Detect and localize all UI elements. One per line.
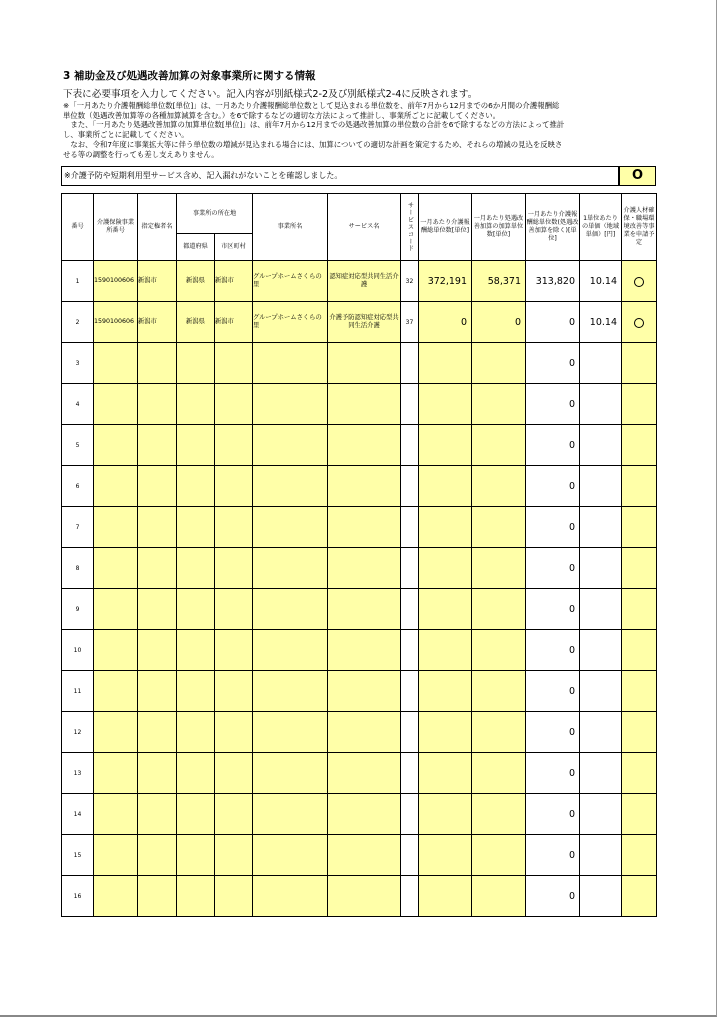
cell-units-excl[interactable]: 0 bbox=[526, 507, 580, 548]
table-row bbox=[62, 835, 657, 876]
cell-service-name[interactable] bbox=[328, 794, 401, 835]
cell-prefecture[interactable] bbox=[177, 671, 215, 712]
cell-city[interactable] bbox=[215, 794, 253, 835]
cell-unit-price[interactable] bbox=[580, 835, 622, 876]
table-row bbox=[62, 261, 657, 302]
cell-improvement-units[interactable] bbox=[472, 589, 526, 630]
cell-office-name[interactable] bbox=[253, 425, 328, 466]
cell-city[interactable] bbox=[215, 712, 253, 753]
cell-units-excl[interactable]: 0 bbox=[526, 589, 580, 630]
cell-service-name[interactable] bbox=[328, 589, 401, 630]
cell-office-name[interactable]: グループホームさくらの里 bbox=[253, 261, 328, 302]
cell-office-no[interactable] bbox=[94, 589, 138, 630]
note-line: なお、令和7年度に事業拡大等に伴う単位数の増減が見込まれる場合には、加算についての適切な計画を策定するため、それらの増減の見込を反映さ bbox=[63, 139, 563, 149]
cell-service-code[interactable] bbox=[401, 384, 419, 425]
cell-no: 1 bbox=[62, 261, 94, 302]
cell-prefecture[interactable] bbox=[177, 425, 215, 466]
cell-no: 10 bbox=[62, 630, 94, 671]
table-row bbox=[62, 425, 657, 466]
cell-designator[interactable] bbox=[138, 671, 177, 712]
cell-improvement-units[interactable]: 0 bbox=[472, 302, 526, 343]
cell-units-excl[interactable]: 0 bbox=[526, 384, 580, 425]
cell-unit-price[interactable] bbox=[580, 343, 622, 384]
header-number: 番号 bbox=[62, 194, 94, 261]
cell-city[interactable] bbox=[215, 507, 253, 548]
cell-city[interactable] bbox=[215, 753, 253, 794]
cell-designator[interactable] bbox=[138, 548, 177, 589]
cell-unit-price[interactable] bbox=[580, 589, 622, 630]
cell-improvement-units[interactable] bbox=[472, 630, 526, 671]
cell-apply[interactable] bbox=[622, 302, 657, 343]
cell-service-name[interactable] bbox=[328, 507, 401, 548]
cell-office-no[interactable] bbox=[94, 753, 138, 794]
cell-apply[interactable] bbox=[622, 671, 657, 712]
cell-service-code[interactable] bbox=[401, 466, 419, 507]
cell-units-excl[interactable]: 0 bbox=[526, 753, 580, 794]
cell-office-no[interactable] bbox=[94, 835, 138, 876]
cell-improvement-units[interactable] bbox=[472, 712, 526, 753]
cell-total-units[interactable] bbox=[419, 794, 472, 835]
cell-units-excl[interactable]: 0 bbox=[526, 794, 580, 835]
cell-prefecture[interactable] bbox=[177, 384, 215, 425]
cell-units-excl[interactable]: 0 bbox=[526, 712, 580, 753]
cell-prefecture[interactable] bbox=[177, 343, 215, 384]
cell-city[interactable]: 新潟市 bbox=[215, 302, 253, 343]
cell-city[interactable] bbox=[215, 835, 253, 876]
cell-apply[interactable] bbox=[622, 589, 657, 630]
cell-office-name[interactable] bbox=[253, 876, 328, 917]
table-row bbox=[62, 794, 657, 835]
table-row bbox=[62, 589, 657, 630]
cell-unit-price[interactable] bbox=[580, 794, 622, 835]
cell-office-name[interactable] bbox=[253, 835, 328, 876]
header-service-code bbox=[401, 194, 419, 261]
cell-service-name[interactable]: 認知症対応型共同生活介護 bbox=[328, 261, 401, 302]
cell-total-units[interactable] bbox=[419, 712, 472, 753]
cell-service-name[interactable] bbox=[328, 835, 401, 876]
cell-apply[interactable] bbox=[622, 507, 657, 548]
cell-prefecture[interactable]: 新潟県 bbox=[177, 302, 215, 343]
cell-office-name[interactable] bbox=[253, 384, 328, 425]
header-service-code-text: サービスコード bbox=[406, 201, 414, 253]
cell-service-code[interactable] bbox=[401, 630, 419, 671]
cell-units-excl[interactable]: 0 bbox=[526, 671, 580, 712]
cell-unit-price[interactable] bbox=[580, 876, 622, 917]
confirm-statement: ※介護予防や短期利用型サービス含め、記入漏れがないことを確認しました。 bbox=[61, 166, 619, 186]
cell-designator[interactable] bbox=[138, 753, 177, 794]
office-table bbox=[61, 193, 657, 917]
cell-no: 3 bbox=[62, 343, 94, 384]
cell-total-units[interactable] bbox=[419, 876, 472, 917]
cell-designator[interactable] bbox=[138, 712, 177, 753]
cell-service-code[interactable]: 32 bbox=[401, 261, 419, 302]
cell-service-code[interactable] bbox=[401, 507, 419, 548]
cell-total-units[interactable]: 372,191 bbox=[419, 261, 472, 302]
table-row bbox=[62, 466, 657, 507]
cell-no: 8 bbox=[62, 548, 94, 589]
cell-designator[interactable] bbox=[138, 466, 177, 507]
cell-total-units[interactable] bbox=[419, 630, 472, 671]
cell-unit-price[interactable]: 10.14 bbox=[580, 261, 622, 302]
header-apply: 介護人材確保・職場環境改善等事業を申請予定 bbox=[622, 194, 657, 261]
cell-no: 2 bbox=[62, 302, 94, 343]
cell-service-code[interactable] bbox=[401, 876, 419, 917]
cell-prefecture[interactable] bbox=[177, 466, 215, 507]
cell-total-units[interactable] bbox=[419, 425, 472, 466]
cell-designator[interactable] bbox=[138, 794, 177, 835]
cell-service-code[interactable] bbox=[401, 712, 419, 753]
cell-improvement-units[interactable] bbox=[472, 876, 526, 917]
table-row bbox=[62, 507, 657, 548]
note-line: ※「一月あたり介護報酬総単位数[単位]」は、一月あたり介護報酬総単位数として見込まれる単位数を、前年7月から12月までの6か月間の介護報酬総 bbox=[63, 101, 560, 110]
notes-block bbox=[63, 101, 663, 159]
header-improvement-units: 一月あたり処遇改善加算の加算単位数[単位] bbox=[472, 194, 526, 261]
cell-unit-price[interactable] bbox=[580, 425, 622, 466]
cell-office-name[interactable] bbox=[253, 466, 328, 507]
cell-improvement-units[interactable] bbox=[472, 671, 526, 712]
cell-total-units[interactable] bbox=[419, 548, 472, 589]
cell-improvement-units[interactable] bbox=[472, 507, 526, 548]
cell-improvement-units[interactable] bbox=[472, 548, 526, 589]
cell-total-units[interactable] bbox=[419, 753, 472, 794]
table-row bbox=[62, 712, 657, 753]
cell-office-no[interactable] bbox=[94, 466, 138, 507]
cell-unit-price[interactable] bbox=[580, 466, 622, 507]
cell-prefecture[interactable] bbox=[177, 794, 215, 835]
note-line: し、事業所ごとに記載してください。 bbox=[63, 130, 189, 140]
cell-service-code[interactable] bbox=[401, 589, 419, 630]
header-unit-price: 1単位あたりの単価（地域単価）[円] bbox=[580, 194, 622, 261]
cell-units-excl[interactable]: 0 bbox=[526, 425, 580, 466]
cell-units-excl[interactable]: 313,820 bbox=[526, 261, 580, 302]
cell-designator[interactable] bbox=[138, 425, 177, 466]
cell-unit-price[interactable] bbox=[580, 712, 622, 753]
section-title: 3 補助金及び処遇改善加算の対象事業所に関する情報 bbox=[63, 70, 316, 82]
cell-city[interactable] bbox=[215, 876, 253, 917]
cell-designator[interactable] bbox=[138, 876, 177, 917]
cell-total-units[interactable]: 0 bbox=[419, 302, 472, 343]
cell-units-excl[interactable]: 0 bbox=[526, 548, 580, 589]
cell-office-name[interactable] bbox=[253, 507, 328, 548]
cell-total-units[interactable] bbox=[419, 466, 472, 507]
table-row bbox=[62, 343, 657, 384]
note-line: 単位数（処遇改善加算等の各種加算減算を含む。）を6で除するなどの適切な方法によって推計し、事業所ごとに記載してください。 bbox=[63, 110, 501, 120]
cell-designator[interactable]: 新潟市 bbox=[138, 261, 177, 302]
cell-unit-price[interactable] bbox=[580, 548, 622, 589]
instruction-text: 下表に必要事項を入力してください。記入内容が別紙様式2-2及び別紙様式2-4に反映されます。 bbox=[63, 89, 478, 100]
cell-service-code[interactable] bbox=[401, 753, 419, 794]
cell-service-code[interactable]: 37 bbox=[401, 302, 419, 343]
cell-office-no[interactable] bbox=[94, 548, 138, 589]
cell-apply[interactable] bbox=[622, 384, 657, 425]
cell-no: 15 bbox=[62, 835, 94, 876]
cell-total-units[interactable] bbox=[419, 589, 472, 630]
table-row bbox=[62, 753, 657, 794]
cell-units-excl[interactable]: 0 bbox=[526, 835, 580, 876]
cell-designator[interactable] bbox=[138, 384, 177, 425]
cell-apply[interactable] bbox=[622, 630, 657, 671]
cell-prefecture[interactable] bbox=[177, 548, 215, 589]
cell-improvement-units[interactable] bbox=[472, 466, 526, 507]
table-row bbox=[62, 671, 657, 712]
cell-designator[interactable] bbox=[138, 343, 177, 384]
cell-office-name[interactable] bbox=[253, 548, 328, 589]
cell-service-name[interactable] bbox=[328, 425, 401, 466]
cell-city[interactable] bbox=[215, 589, 253, 630]
cell-office-no[interactable] bbox=[94, 794, 138, 835]
note-line: また、「一月あたり処遇改善加算の加算単位数[単位]」は、前年7月から12月までの処遇改善加算の単位数の合計を6で除するなどの方法によって推計 bbox=[63, 120, 565, 130]
cell-units-excl[interactable]: 0 bbox=[526, 466, 580, 507]
header-prefecture: 都道府県 bbox=[177, 234, 215, 261]
cell-office-name[interactable] bbox=[253, 630, 328, 671]
cell-office-name[interactable] bbox=[253, 753, 328, 794]
cell-apply[interactable] bbox=[622, 753, 657, 794]
cell-no: 12 bbox=[62, 712, 94, 753]
cell-apply[interactable] bbox=[622, 466, 657, 507]
cell-apply[interactable] bbox=[622, 343, 657, 384]
cell-city[interactable] bbox=[215, 343, 253, 384]
cell-designator[interactable]: 新潟市 bbox=[138, 302, 177, 343]
table-row bbox=[62, 302, 657, 343]
cell-city[interactable] bbox=[215, 425, 253, 466]
cell-units-excl[interactable]: 0 bbox=[526, 302, 580, 343]
cell-office-no[interactable] bbox=[94, 425, 138, 466]
cell-city[interactable]: 新潟市 bbox=[215, 261, 253, 302]
cell-prefecture[interactable]: 新潟県 bbox=[177, 261, 215, 302]
cell-office-no[interactable] bbox=[94, 384, 138, 425]
cell-office-name[interactable] bbox=[253, 343, 328, 384]
cell-office-name[interactable] bbox=[253, 794, 328, 835]
cell-service-code[interactable] bbox=[401, 425, 419, 466]
cell-office-no[interactable] bbox=[94, 507, 138, 548]
cell-service-name[interactable] bbox=[328, 876, 401, 917]
cell-prefecture[interactable] bbox=[177, 589, 215, 630]
cell-prefecture[interactable] bbox=[177, 712, 215, 753]
header-office-no: 介護保険事業所番号 bbox=[94, 194, 138, 261]
cell-no: 7 bbox=[62, 507, 94, 548]
cell-total-units[interactable] bbox=[419, 384, 472, 425]
cell-service-name[interactable] bbox=[328, 671, 401, 712]
cell-service-code[interactable] bbox=[401, 343, 419, 384]
cell-designator[interactable] bbox=[138, 630, 177, 671]
cell-no: 5 bbox=[62, 425, 94, 466]
cell-improvement-units[interactable] bbox=[472, 835, 526, 876]
cell-office-no[interactable] bbox=[94, 712, 138, 753]
cell-apply[interactable] bbox=[622, 548, 657, 589]
cell-service-code[interactable] bbox=[401, 548, 419, 589]
cell-service-name[interactable] bbox=[328, 712, 401, 753]
cell-city[interactable] bbox=[215, 548, 253, 589]
cell-unit-price[interactable] bbox=[580, 507, 622, 548]
cell-office-no[interactable] bbox=[94, 671, 138, 712]
cell-no: 4 bbox=[62, 384, 94, 425]
header-city: 市区町村 bbox=[215, 234, 253, 261]
cell-service-name[interactable] bbox=[328, 384, 401, 425]
cell-improvement-units[interactable] bbox=[472, 343, 526, 384]
cell-units-excl[interactable]: 0 bbox=[526, 630, 580, 671]
cell-unit-price[interactable] bbox=[580, 753, 622, 794]
circle-mark-icon bbox=[634, 318, 644, 328]
cell-apply[interactable] bbox=[622, 425, 657, 466]
cell-no: 6 bbox=[62, 466, 94, 507]
cell-office-name[interactable] bbox=[253, 589, 328, 630]
cell-office-no[interactable]: 1590100606 bbox=[94, 302, 138, 343]
header-office-name: 事業所名 bbox=[253, 194, 328, 261]
cell-improvement-units[interactable]: 58,371 bbox=[472, 261, 526, 302]
header-location: 事業所の所在地 bbox=[177, 194, 253, 234]
cell-office-name[interactable] bbox=[253, 712, 328, 753]
cell-office-no[interactable]: 1590100606 bbox=[94, 261, 138, 302]
cell-apply[interactable] bbox=[622, 835, 657, 876]
cell-office-no[interactable] bbox=[94, 876, 138, 917]
cell-total-units[interactable] bbox=[419, 507, 472, 548]
cell-designator[interactable] bbox=[138, 507, 177, 548]
cell-office-name[interactable]: グループホームさくらの里 bbox=[253, 302, 328, 343]
cell-designator[interactable] bbox=[138, 835, 177, 876]
cell-prefecture[interactable] bbox=[177, 630, 215, 671]
cell-no: 13 bbox=[62, 753, 94, 794]
cell-no: 9 bbox=[62, 589, 94, 630]
table-row bbox=[62, 630, 657, 671]
cell-service-name[interactable] bbox=[328, 466, 401, 507]
confirm-checkbox[interactable]: O bbox=[619, 166, 656, 186]
cell-prefecture[interactable] bbox=[177, 507, 215, 548]
cell-service-name[interactable] bbox=[328, 548, 401, 589]
cell-no: 16 bbox=[62, 876, 94, 917]
cell-total-units[interactable] bbox=[419, 671, 472, 712]
header-service-name: サービス名 bbox=[328, 194, 401, 261]
cell-office-name[interactable] bbox=[253, 671, 328, 712]
cell-city[interactable] bbox=[215, 671, 253, 712]
cell-apply[interactable] bbox=[622, 261, 657, 302]
cell-total-units[interactable] bbox=[419, 835, 472, 876]
cell-service-name[interactable]: 介護予防認知症対応型共同生活介護 bbox=[328, 302, 401, 343]
cell-service-code[interactable] bbox=[401, 835, 419, 876]
cell-no: 14 bbox=[62, 794, 94, 835]
cell-total-units[interactable] bbox=[419, 343, 472, 384]
cell-improvement-units[interactable] bbox=[472, 425, 526, 466]
cell-city[interactable] bbox=[215, 384, 253, 425]
cell-city[interactable] bbox=[215, 630, 253, 671]
cell-unit-price[interactable] bbox=[580, 630, 622, 671]
note-line: せる等の調整を行っても差し支えありません。 bbox=[63, 149, 219, 159]
table-row bbox=[62, 876, 657, 917]
cell-apply[interactable] bbox=[622, 712, 657, 753]
cell-service-name[interactable] bbox=[328, 753, 401, 794]
cell-improvement-units[interactable] bbox=[472, 384, 526, 425]
cell-service-code[interactable] bbox=[401, 671, 419, 712]
circle-mark-icon bbox=[634, 277, 644, 287]
cell-designator[interactable] bbox=[138, 589, 177, 630]
cell-unit-price[interactable] bbox=[580, 671, 622, 712]
table-row bbox=[62, 384, 657, 425]
cell-units-excl[interactable]: 0 bbox=[526, 343, 580, 384]
cell-prefecture[interactable] bbox=[177, 835, 215, 876]
cell-office-no[interactable] bbox=[94, 343, 138, 384]
cell-improvement-units[interactable] bbox=[472, 794, 526, 835]
cell-office-no[interactable] bbox=[94, 630, 138, 671]
cell-unit-price[interactable]: 10.14 bbox=[580, 302, 622, 343]
header-total-units: 一月あたり介護報酬総単位数[単位] bbox=[419, 194, 472, 261]
cell-prefecture[interactable] bbox=[177, 753, 215, 794]
cell-city[interactable] bbox=[215, 466, 253, 507]
cell-units-excl[interactable]: 0 bbox=[526, 876, 580, 917]
cell-improvement-units[interactable] bbox=[472, 753, 526, 794]
cell-unit-price[interactable] bbox=[580, 384, 622, 425]
cell-service-name[interactable] bbox=[328, 343, 401, 384]
cell-service-code[interactable] bbox=[401, 794, 419, 835]
cell-apply[interactable] bbox=[622, 794, 657, 835]
table-row bbox=[62, 548, 657, 589]
header-units-excl: 一月あたり介護報酬総単位数(処遇改善加算を除く)[単位] bbox=[526, 194, 580, 261]
cell-prefecture[interactable] bbox=[177, 876, 215, 917]
header-designator: 指定権者名 bbox=[138, 194, 177, 261]
cell-service-name[interactable] bbox=[328, 630, 401, 671]
cell-no: 11 bbox=[62, 671, 94, 712]
cell-apply[interactable] bbox=[622, 876, 657, 917]
